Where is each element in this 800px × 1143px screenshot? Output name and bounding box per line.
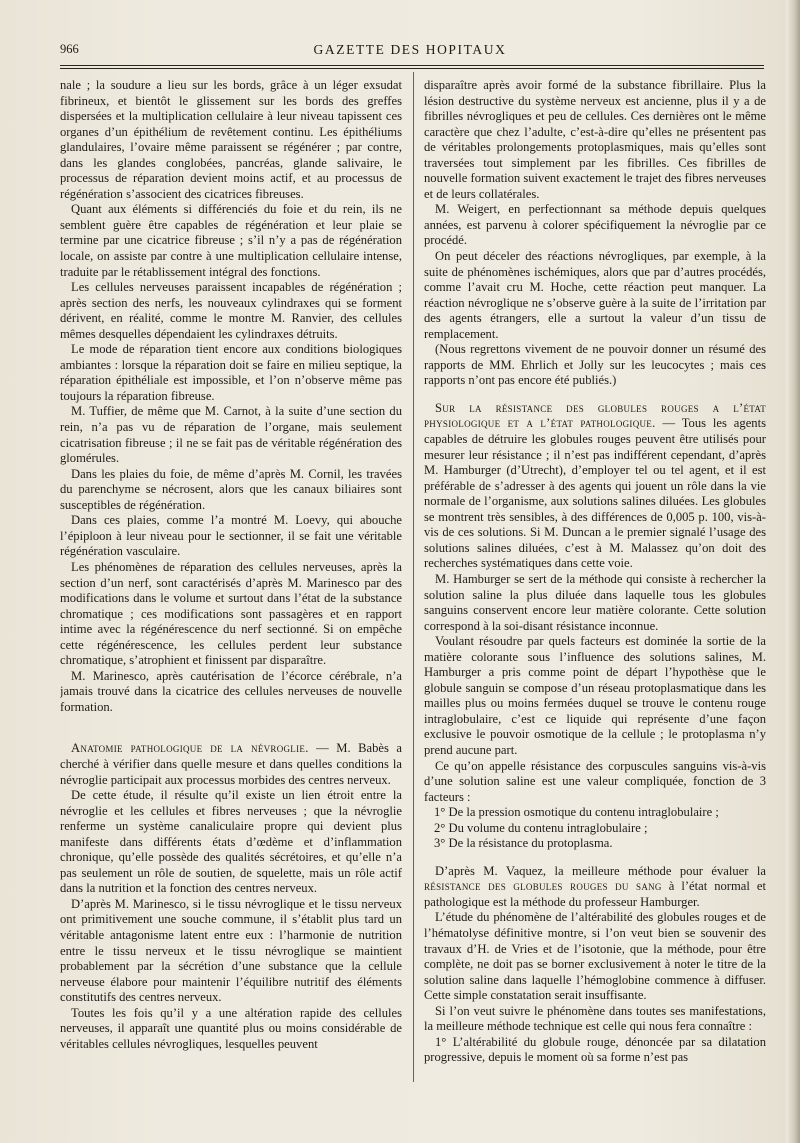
page-number: 966 — [60, 42, 79, 56]
column-divider — [413, 72, 414, 1082]
paragraph: M. Marinesco, après cautérisation de l’écorce cérébrale, n’a jamais trouvé dans la cicatrice des cellules nerveuses de nouvelle formation. — [60, 668, 402, 714]
list-item: 3° De la résistance du protoplasma. — [434, 836, 613, 851]
paragraph: Dans ces plaies, comme l’a montré M. Loevy, qui abouche l’épiploon à leur niveau pour le sectionner, il se fait une véritable régénération vasculaire. — [60, 513, 402, 559]
paragraph: Le mode de réparation tient encore aux conditions biologiques ambiantes : lorsque la réparation doit se faire en milieu septique, la réparation épithéliale est impossible, et l’on n’observe même pas toujours la réparation fibreuse. — [60, 342, 402, 403]
section-paragraph — [424, 401, 766, 572]
paragraph: (Nous regrettons vivement de ne pouvoir donner un résumé des rapports de MM. Ehrlich et Jolly sur les leucocytes ; mais ces rapports n’ont pas encore été publiés.) — [424, 342, 766, 388]
section-text: — Tous les agents capables de détruire les globules rouges peuvent être utilisés pour mesurer leur résistance ; il n’est pas indifférent cependant, d’après M. Hamburger (d’Utrecht), d’employer tel ou tel agent, et il est préférable de s’adresser à des agents qui jouent un rôle dans la vie normale de l’organisme, aux solutions salines diluées. Les globules se montrent très sensibles, à des différences de 0,005 p. 100, vis-à-vis de ces solutions. Si M. Duncan a le premier signalé l’usage des solutions salines diluées, c’est à M. Malassez qu’on doit des recherches systématiques dans cette voie. — [424, 416, 766, 571]
paragraph: Ce qu’on appelle résistance des corpuscules sanguins vis-à-vis d’une solution saline est une valeur compliquée, fonction de 3 facteurs : — [424, 758, 766, 804]
left-column — [60, 78, 402, 1128]
paragraph: Si l’on veut suivre le phénomène dans toutes ses manifestations, la meilleure méthode technique est celle qui nous fera connaître : — [424, 1003, 766, 1034]
paragraph: Dans les plaies du foie, de même d’après M. Cornil, les travées du parenchyme se nécrosent, alors que les canaux biliaires sont susceptibles de régénération. — [60, 466, 402, 512]
section-heading: Sur la résistance des globules rouges a l’état physiologique et a l’état pathologique. — [424, 400, 766, 431]
header-rule — [60, 65, 764, 69]
page-header — [60, 42, 760, 62]
paragraph: M. Tuffier, de même que M. Carnot, à la suite d’une section du rein, n’a pas vu de réparation de l’organe, mais seulement cicatrisation fibreuse ; il ne se fait pas de véritable régénération des glomérules. — [60, 404, 402, 466]
paragraph: Les cellules nerveuses paraissent incapables de régénération ; après section des nerfs, les nouveaux cylindraxes qui se forment dérivent, en réalité, comme le montre M. Ranvier, des cellules mêmes desquelles dépendaient les cylindraxes détruits. — [60, 280, 402, 341]
paragraph: disparaître après avoir formé de la substance fibrillaire. Plus la lésion destructive du système nerveux est ancienne, plus il y a de fibrilles névrogliques et peu de cellules. Ces dernières ont le même caractère que chez l’adulte, c’est-à-dire qu’elles ne présentent pas de véritables prolongements protoplasmiques, mais qu’elles sont traversées tout simplement par les fibrilles. Ces fibrilles de nouvelle formation suivent exactement le trajet des fibres nerveuses et de leurs collatérales. — [424, 78, 766, 201]
section-heading: Anatomie pathologique de la névroglie. — [71, 741, 309, 756]
section-paragraph — [60, 741, 402, 788]
page-edge-shadow — [786, 0, 800, 1143]
paragraph: 1° L’altérabilité du globule rouge, dénoncée par sa dilatation progressive, depuis le moment où sa forme n’est pas — [424, 1034, 766, 1065]
paragraph: Voulant résoudre par quels facteurs est dominée la sortie de la matière colorante sous l’influence des solutions salines, M. Hamburger a pris comme point de départ l’hypothèse que le globule sanguin se compose d’un réseau protoplasmatique dans les mailles plus ou moins fermées duquel se trouve le contenu rouge intraglobulaire, c’est ce liquide qui représente d’une façon exclusive le pouvoir osmotique de la cellule ; le protoplasma n’y prend aucune part. — [424, 634, 766, 757]
paragraph: Toutes les fois qu’il y a une altération rapide des cellules nerveuses, il apparaît une quantité plus ou moins considérable de véritables cellules névrogliques, lesquelles peuvent — [60, 1005, 402, 1051]
paragraph: D’après M. Marinesco, si le tissu névroglique et le tissu nerveux ont primitivement une souche commune, il s’établit plus tard un véritable antagonisme latent entre eux : l’harmonie de nutrition entre le tissu nerveux et le tissu névroglique se maintient probablement par la sécrétion d’une substance que la cellule nerveuse élabore pour maintenir l’équilibre nutritif des éléments constitutifs des centres nerveux. — [60, 896, 402, 1005]
paragraph: De cette étude, il résulte qu’il existe un lien étroit entre la névroglie et les cellules et fibres nerveuses ; que la névroglie renferme un système canaliculaire propre qui devient plus manifeste dans différents états d’œdème et d’inflammation chronique, qu’elle possède des qualités sécrétoires, et qu’elle n’a pas seulement un rôle de soutien, de squelette, mais un rôle actif dans la nutrition et la fonction des centres nerveux. — [60, 788, 402, 896]
paragraph: M. Hamburger se sert de la méthode qui consiste à rechercher la solution saline la plus diluée dans laquelle tous les globules sanguins conservent encore leur matière colorante. Cette solution correspond à la soi-disant résistance inconnue. — [424, 571, 766, 633]
running-title: GAZETTE DES HOPITAUX — [313, 42, 507, 57]
inline-heading: résistance des globules rouges du sang — [424, 879, 662, 894]
paragraph-text-after: à l’état normal et pathologique est la méthode du professeur Hamburger. — [424, 879, 766, 909]
paragraph: On peut déceler des réactions névrogliques, par exemple, à la suite de phénomènes ischémiques, alors que par d’autres procédés, comme l’avait cru M. Hoche, cette réaction peut manquer. La réaction névroglique ne s’observe guère à la suite de l’irritation par des agents étrangers, elle a surtout la valeur d’un tissu de remplacement. — [424, 249, 766, 341]
paragraph: Quant aux éléments si différenciés du foie et du rein, ils ne semblent guère être capables de régénération et leur plaie se termine par une cicatrice fibreuse ; s’il n’y a pas de régénération locale, on assiste par contre à une multiplication cellulaire intense, traduite par le rétablissement intégral des fonctions. — [60, 202, 402, 279]
paragraph: L’étude du phénomène de l’altérabilité des globules rouges et de l’hématolyse définitive montre, si l’on veut bien se souvenir des travaux d’H. de Vries et de l’isotonie, que la méthode, pour être complète, ne doit pas se borner exclusivement à noter le titre de la solution saline dans laquelle l’hémoglobine commence à diffuser. Cette simple constatation serait insuffisante. — [424, 910, 766, 1003]
paragraph: nale ; la soudure a lieu sur les bords, grâce à un léger exsudat fibrineux, et bientôt le glissement sur les bords des greffes dispersées et la multiplication cellulaire à leur niveau tapissent ces organes d’un épithélium de revêtement continu. Les épithéliums glandulaires, l’ovaire même paraissent se régénérer ; par contre, dans les glandes conglobées, pancréas, glande salivaire, le processus de réparation devient moins actif, et au processus de régénération s’associent des cicatrices fibreuses. — [60, 78, 402, 201]
paragraph-text: D’après M. Vaquez, la meilleure méthode pour évaluer la — [435, 863, 766, 878]
right-column — [424, 78, 766, 1128]
section-text: — M. Babès a cherché à vérifier dans quelle mesure et dans quelles conditions la névroglie participait aux processus morbides des centres nerveux. — [60, 741, 402, 787]
paragraph — [424, 864, 766, 911]
paragraph: M. Weigert, en perfectionnant sa méthode depuis quelques années, est parvenu à colorer spécifiquement la névroglie par ce procédé. — [424, 202, 766, 248]
list-item: 1° De la pression osmotique du contenu intraglobulaire ; — [434, 805, 719, 820]
paragraph: Les phénomènes de réparation des cellules nerveuses, après la section d’un nerf, sont caractérisés d’après M. Marinesco par des modifications dans le volume et surtout dans l’état de la substance chromatique ; ces modifications sont passagères et en rapport intime avec la régénérescence du nerf sectionné. Si on empêche cette régénérescence, les cellules perdent leur substance chromatique, s’atrophient et finissent par disparaître. — [60, 559, 402, 668]
list-item: 2° Du volume du contenu intraglobulaire ; — [434, 820, 648, 835]
